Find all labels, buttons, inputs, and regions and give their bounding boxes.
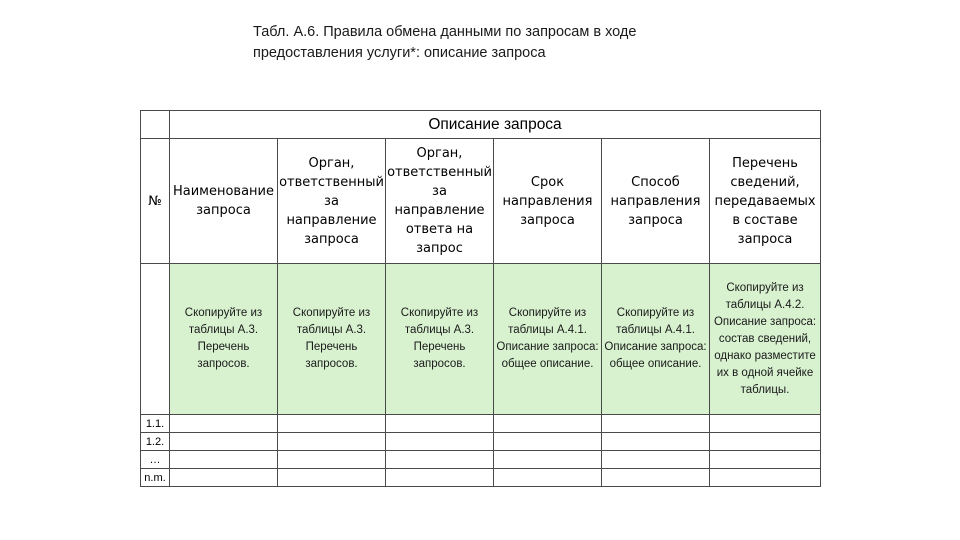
table-cell[interactable] xyxy=(494,433,602,451)
hint-row xyxy=(141,264,821,415)
table-row xyxy=(141,433,821,451)
col-header-list: Перечень сведений, передаваемых в составе запроса xyxy=(710,139,821,264)
table-cell[interactable] xyxy=(278,469,386,487)
hint-row-number xyxy=(141,264,170,415)
table-cell[interactable] xyxy=(494,415,602,433)
table-cell[interactable] xyxy=(710,415,821,433)
table-cell[interactable] xyxy=(386,469,494,487)
col-header-organ-answer: Орган, ответственный за направление ответа на запрос xyxy=(386,139,494,264)
hint-text-organ: Скопируйте из таблицы А.3. Перечень запросов. xyxy=(292,307,371,370)
row-number: 1.2. xyxy=(141,433,170,451)
col-header-term: Срок направления запроса xyxy=(494,139,602,264)
table-cell[interactable] xyxy=(170,415,278,433)
request-description-table xyxy=(140,110,821,487)
hint-cell-term[interactable] xyxy=(494,264,602,415)
table-cell[interactable] xyxy=(278,415,386,433)
hint-text-list: Скопируйте из таблицы А.4.2. Описание запроса: состав сведений, однако разместите их в одной ячейке таблицы. xyxy=(713,281,817,396)
table-cell[interactable] xyxy=(170,451,278,469)
table-cell[interactable] xyxy=(602,451,710,469)
hint-cell-organ-answer[interactable] xyxy=(386,264,494,415)
table-cell[interactable] xyxy=(710,469,821,487)
hint-text-method: Скопируйте из таблицы А.4.1. Описание запроса: общее описание. xyxy=(604,307,707,370)
table-cell[interactable] xyxy=(602,415,710,433)
hint-text-term: Скопируйте из таблицы А.4.1. Описание запроса: общее описание. xyxy=(496,307,599,370)
hint-cell-method[interactable] xyxy=(602,264,710,415)
hint-cell-organ[interactable] xyxy=(278,264,386,415)
table-row xyxy=(141,415,821,433)
group-header: Описание запроса xyxy=(170,111,821,139)
col-header-organ: Орган, ответственный за направление запроса xyxy=(278,139,386,264)
table-cell[interactable] xyxy=(710,433,821,451)
row-number: n.m. xyxy=(141,469,170,487)
table-cell[interactable] xyxy=(494,469,602,487)
row-number: … xyxy=(141,451,170,469)
table-row xyxy=(141,469,821,487)
table-cell[interactable] xyxy=(386,415,494,433)
table-cell[interactable] xyxy=(170,469,278,487)
table-cell[interactable] xyxy=(602,433,710,451)
table-cell[interactable] xyxy=(278,451,386,469)
hint-text-organ-answer: Скопируйте из таблицы А.3. Перечень запросов. xyxy=(400,307,479,370)
group-header-row xyxy=(141,111,821,139)
col-header-method: Способ направления запроса xyxy=(602,139,710,264)
caption-line-2: предоставления услуги*: описание запроса xyxy=(253,45,546,61)
corner-cell xyxy=(141,111,170,139)
hint-text-name: Скопируйте из таблицы А.3. Перечень запросов. xyxy=(184,307,263,370)
table-cell[interactable] xyxy=(386,433,494,451)
table-cell[interactable] xyxy=(602,469,710,487)
col-header-number: № xyxy=(141,139,170,264)
hint-cell-name[interactable] xyxy=(170,264,278,415)
table-row xyxy=(141,451,821,469)
table-cell[interactable] xyxy=(386,451,494,469)
table-cell[interactable] xyxy=(170,433,278,451)
hint-cell-list[interactable] xyxy=(710,264,821,415)
column-header-row xyxy=(141,139,821,264)
table-cell[interactable] xyxy=(494,451,602,469)
row-number: 1.1. xyxy=(141,415,170,433)
col-header-name: Наименование запроса xyxy=(170,139,278,264)
table-cell[interactable] xyxy=(710,451,821,469)
caption-line-1: Табл. А.6. Правила обмена данными по запросам в ходе xyxy=(253,24,637,40)
table-cell[interactable] xyxy=(278,433,386,451)
table-caption xyxy=(253,22,773,64)
